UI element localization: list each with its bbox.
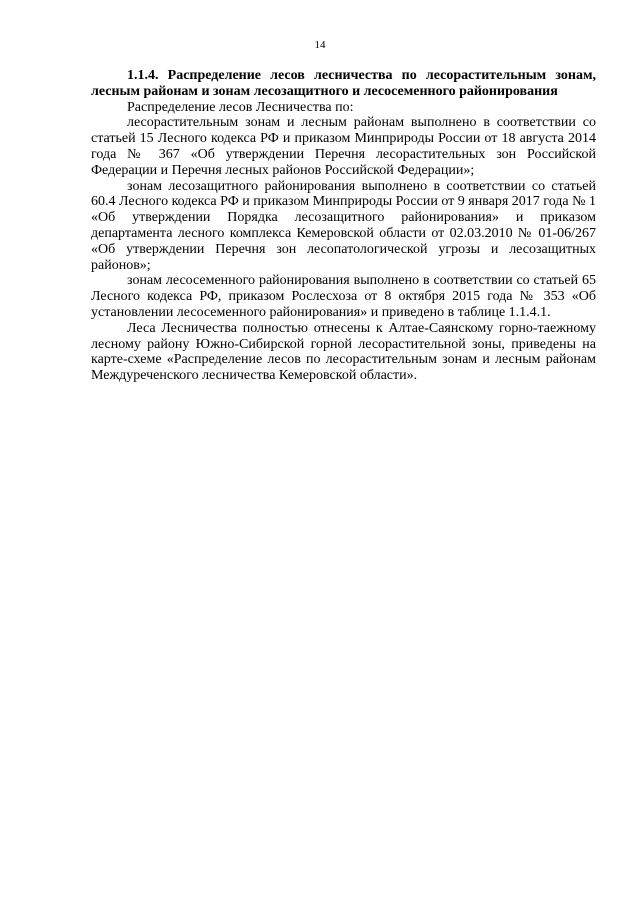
section-body: [91, 68, 596, 384]
paragraph-forest-protection-zones: зонам лесозащитного районирования выполнено в соответствии со статьей 60.4 Лесного кодекса РФ и приказом Минприроды России от 9 января 2017 года № 1 «Об утверждении Порядка лесозащитного районирования» и приказом департамента лесного комплекса Кемеровской области от 02.03.2010 № 01-06/267 «Об утверждении Перечня зон лесопатологической угрозы и лесозащитных районов»;: [91, 178, 596, 273]
paragraph-conclusion: Леса Лесничества полностью отнесены к Алтае-Саянскому горно-таежному лесному району Южно-Сибирской горной лесорастительной зоны, приведены на карте-схеме «Распределение лесов по лесорастительным зонам и лесным районам Междуреченского лесничества Кемеровской области».: [91, 320, 596, 384]
paragraph-intro: Распределение лесов Лесничества по:: [127, 99, 354, 115]
paragraph-forest-zones: лесорастительным зонам и лесным районам выполнено в соответствии со статьей 15 Лесного кодекса РФ и приказом Минприроды России от 18 августа 2014 года № 367 «Об утверждении Перечня лесорастительных зон Российской Федерации и Перечня лесных районов Российской Федерации»;: [91, 115, 596, 178]
paragraph-seed-zones: зонам лесосеменного районирования выполнено в соответствии со статьей 65 Лесного кодекса РФ, приказом Рослесхоза от 8 октября 2015 года № 353 «Об установлении лесосеменного районирования» и приведено в таблице 1.1.4.1.: [91, 273, 596, 320]
page-number: 14: [314, 39, 326, 51]
section-heading: 1.1.4. Распределение лесов лесничества по лесорастительным зонам, лесным районам и зонам лесозащитного и лесосеменного районирования: [91, 68, 596, 99]
